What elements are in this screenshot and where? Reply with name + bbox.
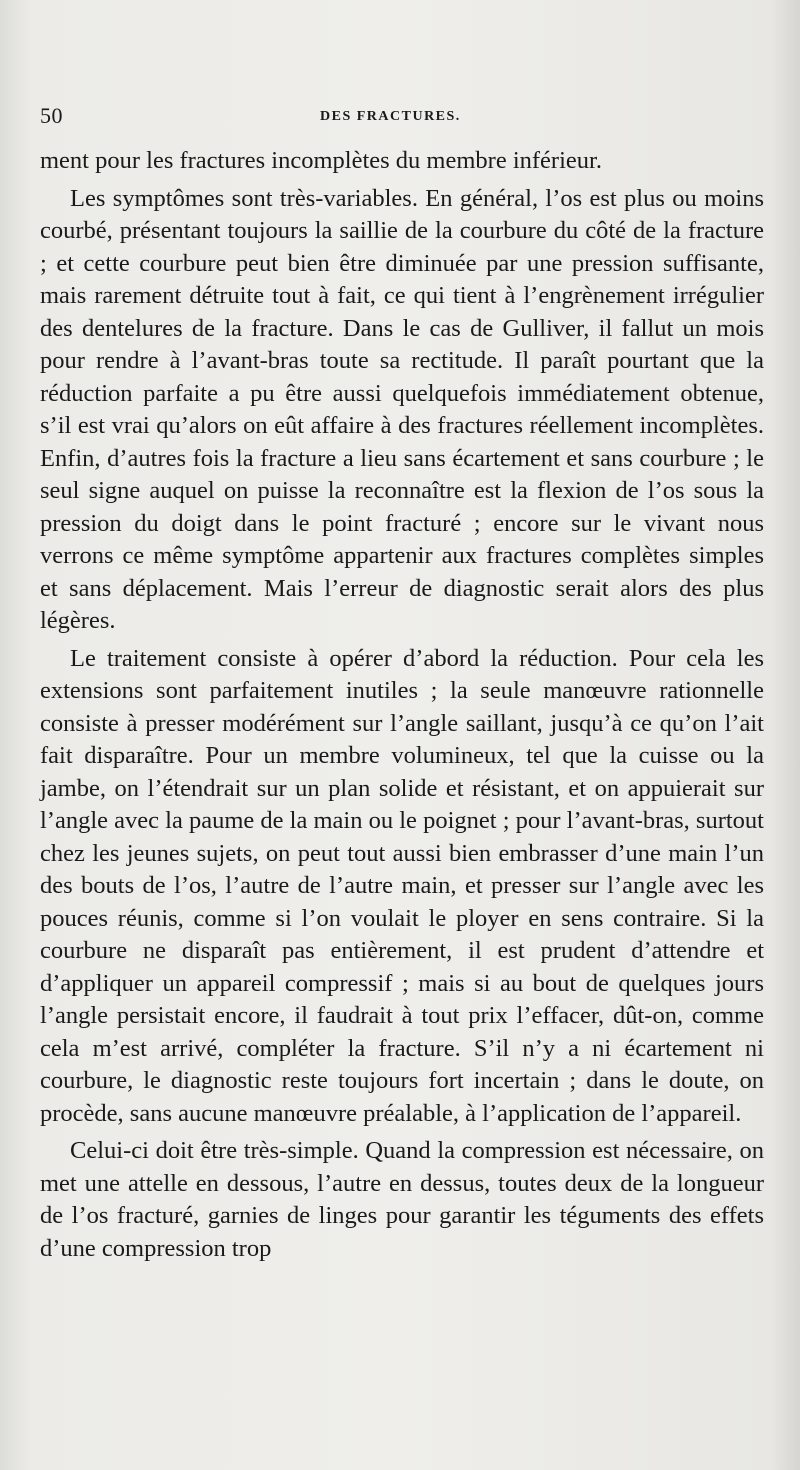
paragraph-symptoms: Les symptômes sont très-variables. En général, l’os est plus ou moins courbé, présentant toujours la saillie de la courbure du côté de la fracture ; et cette courbure peut bien être diminuée par une pression suffisante, mais rarement détruite tout à fait, ce qui tient à l’engrènement irrégulier des dentelures de la fracture. Dans le cas de Gulliver, il fallut un mois pour rendre à l’avant-bras toute sa rectitude. Il paraît pourtant que la réduction parfaite a pu être aussi quelquefois immédiatement obtenue, s’il est vrai qu’alors on eût affaire à des fractures réellement incomplètes. Enfin, d’autres fois la fracture a lieu sans écartement et sans courbure ; le seul signe auquel on puisse la reconnaître est la flexion de l’os sous la pression du doigt dans le point fracturé ; encore sur le vivant nous verrons ce même symptôme appartenir aux fractures complètes simples et sans déplacement. Mais l’erreur de diagnostic serait alors des plus légères.	[40, 184, 764, 634]
paragraph-apparatus: Celui-ci doit être très-simple. Quand la compression est nécessaire, on met une attelle en dessous, l’autre en dessus, toutes deux de la longueur de l’os fracturé, garnies de linges pour garantir les téguments des effets d’une compression trop	[40, 1137, 764, 1262]
running-title: DES FRACTURES.	[320, 109, 461, 124]
page-number: 50	[40, 103, 63, 128]
paragraph-continued: ment pour les fractures incomplètes du membre inférieur.	[40, 147, 602, 174]
paragraph-treatment: Le traitement consiste à opérer d’abord la réduction. Pour cela les extensions sont parfaitement inutiles ; la seule manœuvre rationnelle consiste à presser modérément sur l’angle saillant, jusqu’à ce qu’on l’ait fait disparaître. Pour un membre volumineux, tel que la cuisse ou la jambe, on l’étendrait sur un plan solide et résistant, et on appuierait sur l’angle avec la paume de la main ou le poignet ; pour l’avant-bras, surtout chez les jeunes sujets, on peut tout aussi bien embrasser d’une main l’un des bouts de l’os, l’autre de l’autre main, et presser sur l’angle avec les pouces réunis, comme si l’on voulait le ployer en sens contraire. Si la courbure ne disparaît pas entièrement, il est prudent d’attendre et d’appliquer un appareil compressif ; mais si au bout de quelques jours l’angle persistait encore, il faudrait à tout prix l’effacer, dût-on, comme cela m’est arrivé, compléter la fracture. S’il n’y a ni écartement ni courbure, le diagnostic reste toujours fort incertain ; dans le doute, on procède, sans aucune manœuvre préalable, à l’application de l’appareil.	[40, 644, 764, 1127]
page-header	[40, 103, 760, 133]
body-text	[40, 145, 764, 1265]
